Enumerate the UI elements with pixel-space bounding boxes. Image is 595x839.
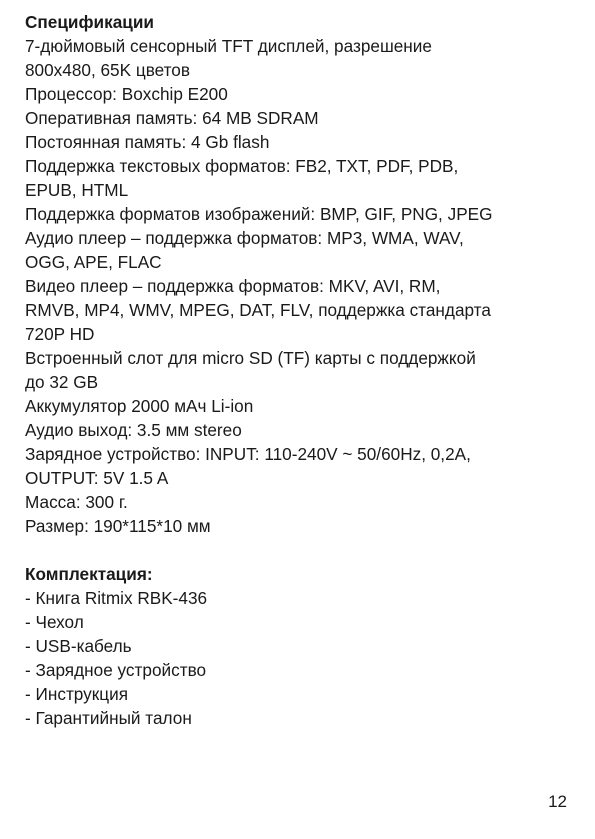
spec-line: Поддержка форматов изображений: BMP, GIF, PNG, JPEG	[25, 204, 493, 224]
spec-line: до 32 GB	[25, 372, 99, 392]
spec-line: Процессор: Boxchip E200	[25, 84, 228, 104]
section-spacer	[25, 538, 580, 562]
package-item: - Чехол	[25, 612, 84, 632]
specs-heading: Спецификации	[25, 12, 154, 32]
spec-line: Встроенный слот для micro SD (TF) карты с поддержкой	[25, 348, 476, 368]
spec-line: Оперативная память: 64 MB SDRAM	[25, 108, 319, 128]
spec-line: Постоянная память: 4 Gb flash	[25, 132, 270, 152]
spec-line: 800х480, 65K цветов	[25, 60, 190, 80]
spec-line: RMVB, MP4, WMV, MPEG, DAT, FLV, поддержка стандарта	[25, 300, 491, 320]
spec-line: Видео плеер – поддержка форматов: MKV, AVI, RM,	[25, 276, 441, 296]
spec-line: Зарядное устройство: INPUT: 110-240V ~ 50/60Hz, 0,2A,	[25, 444, 471, 464]
spec-line: Масса: 300 г.	[25, 492, 128, 512]
page-number: 12	[548, 792, 567, 811]
spec-line: OGG, APE, FLAC	[25, 252, 162, 272]
package-item: - Гарантийный талон	[25, 708, 192, 728]
spec-line: 7-дюймовый сенсорный TFT дисплей, разрешение	[25, 36, 432, 56]
spec-line: OUTPUT: 5V 1.5 A	[25, 468, 169, 488]
spec-line: Поддержка текстовых форматов: FB2, TXT, PDF, PDB,	[25, 156, 459, 176]
spec-line: Аудио выход: 3.5 мм stereo	[25, 420, 242, 440]
package-item: - Зарядное устройство	[25, 660, 207, 680]
package-list	[25, 586, 580, 730]
specs-list	[25, 34, 580, 538]
spec-line: Аудио плеер – поддержка форматов: MP3, WMA, WAV,	[25, 228, 464, 248]
package-heading: Комплектация:	[25, 564, 153, 584]
package-item: - Книга Ritmix RBK-436	[25, 588, 208, 608]
spec-line: EPUB, HTML	[25, 180, 129, 200]
package-item: - USB-кабель	[25, 636, 132, 656]
spec-line: Аккумулятор 2000 мАч Li-ion	[25, 396, 254, 416]
page-content	[25, 10, 580, 730]
spec-line: 720P HD	[25, 324, 95, 344]
spec-line: Размер: 190*115*10 мм	[25, 516, 211, 536]
package-item: - Инструкция	[25, 684, 129, 704]
